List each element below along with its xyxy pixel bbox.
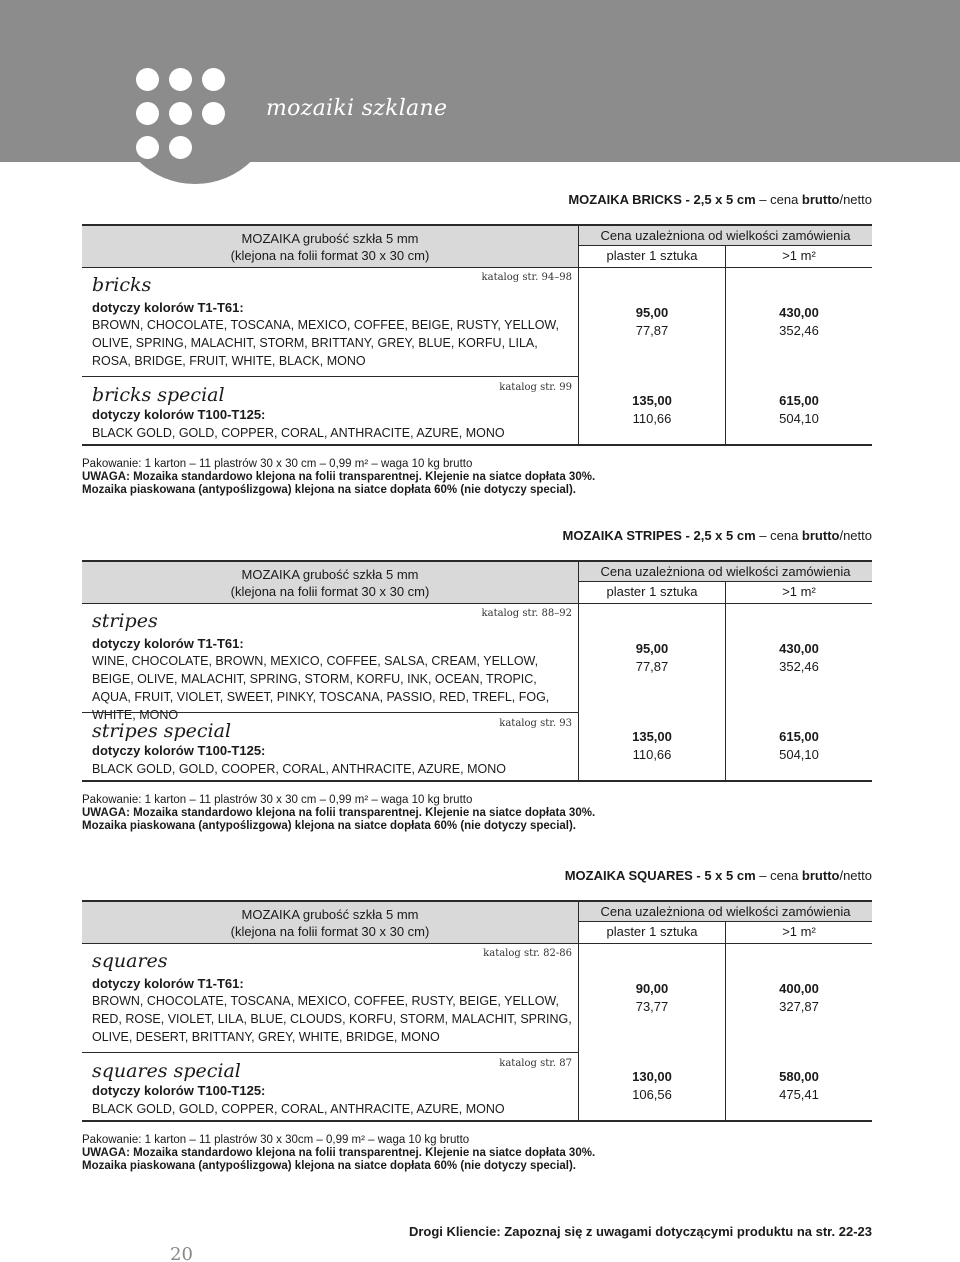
column-header-single: plaster 1 sztuka [606,248,698,263]
price-sqm: 400,00 327,87 [725,944,872,1052]
catalog-ref: katalog str. 94–98 [481,272,572,283]
section-title: MOZAIKA STRIPES - 2,5 x 5 cm – cena brutto/netto [562,528,872,543]
colors-label: dotyczy kolorów T100-T125: [92,743,266,758]
product-name: stripes special [92,720,232,742]
table-right-header: Cena uzależniona od wielkości zamówienia plaster 1 sztuka >1 m² [578,560,872,604]
price-table [82,560,872,780]
logo-dots-icon [136,68,226,164]
colors-label: dotyczy kolorów T1-T61: [92,636,244,651]
column-header-single: plaster 1 sztuka [606,584,698,599]
colors-list: BROWN, CHOCOLATE, TOSCANA, MEXICO, COFFEE, RUSTY, BEIGE, YELLOW, RED, ROSE, VIOLET, LILA, BLUE, CLOUDS, KORFU, STORM, MALACHIT, SPRING, OLIVE, DESERT, BRITTANY, GREY, WHITE, BRIDGE, MONO [92,994,572,1044]
table-left-header: MOZAIKA grubość szkła 5 mm (klejona na folii format 30 x 30 cm) [82,900,578,944]
section-title: MOZAIKA BRICKS - 2,5 x 5 cm – cena brutto/netto [568,192,872,207]
colors-list: BLACK GOLD, GOLD, COOPER, CORAL, ANTHRACITE, AZURE, MONO [92,762,506,776]
footer-note: Drogi Kliencie: Zapoznaj się z uwagami dotyczącymi produktu na str. 22-23 [408,1224,872,1239]
table-bottom-rule [82,780,872,782]
price-sqm: 430,00 352,46 [725,604,872,712]
colors-list: BLACK GOLD, GOLD, COPPER, CORAL, ANTHRACITE, AZURE, MONO [92,426,505,440]
price-single: 130,00 106,56 [632,1069,672,1102]
price-sqm: 615,00 504,10 [725,376,872,444]
section-title: MOZAIKA SQUARES - 5 x 5 cm – cena brutto/netto [564,868,872,883]
row-divider [82,712,578,713]
column-header-sqm: >1 m² [725,246,872,267]
page-title: mozaiki szklane [266,96,448,121]
table-bottom-rule [82,444,872,446]
product-name: squares special [92,1060,241,1082]
table-row [82,1052,872,1120]
packaging-notes: Pakowanie: 1 karton – 11 plastrów 30 x 30 cm – 0,99 m² – waga 10 kg brutto UWAGA: Mozaika standardowo klejona na folii transparentnej. Klejenie na siatce dopłata 30%. Mozaika piaskowana (antypoślizgowa) klejona na siatce dopłata 60% (nie dotyczy special). [82,458,596,496]
column-header-sqm: >1 m² [725,582,872,603]
price-single: 135,00 110,66 [632,729,672,762]
table-left-header: MOZAIKA grubość szkła 5 mm (klejona na folii format 30 x 30 cm) [82,560,578,604]
row-divider [82,1052,578,1053]
price-single: 135,00 110,66 [632,393,672,426]
table-right-header: Cena uzależniona od wielkości zamówienia plaster 1 sztuka >1 m² [578,900,872,944]
table-left-header: MOZAIKA grubość szkła 5 mm (klejona na folii format 30 x 30 cm) [82,224,578,268]
column-header-sqm: >1 m² [725,922,872,943]
colors-label: dotyczy kolorów T1-T61: [92,976,244,991]
product-name: stripes [92,610,158,632]
colors-label: dotyczy kolorów T100-T125: [92,407,266,422]
catalog-ref: katalog str. 82-86 [483,948,572,959]
table-row [82,712,872,780]
price-single: 95,00 77,87 [635,305,669,338]
table-row [82,268,872,376]
table-row [82,944,872,1052]
table-row [82,376,872,444]
table-row [82,604,872,722]
page-number: 20 [170,1244,193,1262]
price-sqm: 615,00 504,10 [725,712,872,780]
row-divider [82,376,578,377]
catalog-ref: katalog str. 99 [499,382,572,393]
product-name: squares [92,950,168,972]
price-table [82,224,872,444]
product-name: bricks special [92,384,225,406]
table-right-header: Cena uzależniona od wielkości zamówienia plaster 1 sztuka >1 m² [578,224,872,268]
price-table [82,900,872,1120]
colors-list: BLACK GOLD, GOLD, COPPER, CORAL, ANTHRACITE, AZURE, MONO [92,1102,505,1116]
price-single: 95,00 77,87 [635,641,669,674]
catalog-ref: katalog str. 88–92 [481,608,572,619]
colors-label: dotyczy kolorów T1-T61: [92,300,244,315]
price-single: 90,00 73,77 [635,981,669,1014]
colors-list: BROWN, CHOCOLATE, TOSCANA, MEXICO, COFFEE, BEIGE, RUSTY, YELLOW, OLIVE, SPRING, MALACHIT, STORM, BRITTANY, GREY, BLUE, KORFU, LILA, ROSA, BRIDGE, FRUIT, WHITE, BLACK, MONO [92,318,559,368]
packaging-notes: Pakowanie: 1 karton – 11 plastrów 30 x 30cm – 0,99 m² – waga 10 kg brutto UWAGA: Mozaika standardowo klejona na folii transparentnej. Klejenie na siatce dopłata 30%. Mozaika piaskowana (antypoślizgowa) klejona na siatce dopłata 60% (nie dotyczy special). [82,1134,596,1172]
catalog-ref: katalog str. 93 [499,718,572,729]
product-name: bricks [92,274,152,296]
colors-list: WINE, CHOCOLATE, BROWN, MEXICO, COFFEE, SALSA, CREAM, YELLOW, BEIGE, OLIVE, MALACHIT, SPRING, STORM, KORFU, INK, OCEAN, TROPIC, AQUA, FRUIT, VIOLET, SWEET, PINKY, TOSCANA, PASSIO, RED, TREFL, FOG, WHITE, MONO [92,654,550,722]
table-bottom-rule [82,1120,872,1122]
colors-label: dotyczy kolorów T100-T125: [92,1083,266,1098]
price-sqm: 580,00 475,41 [725,1052,872,1120]
price-sqm: 430,00 352,46 [725,268,872,376]
column-header-single: plaster 1 sztuka [606,924,698,939]
packaging-notes: Pakowanie: 1 karton – 11 plastrów 30 x 30 cm – 0,99 m² – waga 10 kg brutto UWAGA: Mozaika standardowo klejona na folii transparentnej. Klejenie na siatce dopłata 30%. Mozaika piaskowana (antypoślizgowa) klejona na siatce dopłata 60% (nie dotyczy special). [82,794,596,832]
catalog-ref: katalog str. 87 [499,1058,572,1069]
